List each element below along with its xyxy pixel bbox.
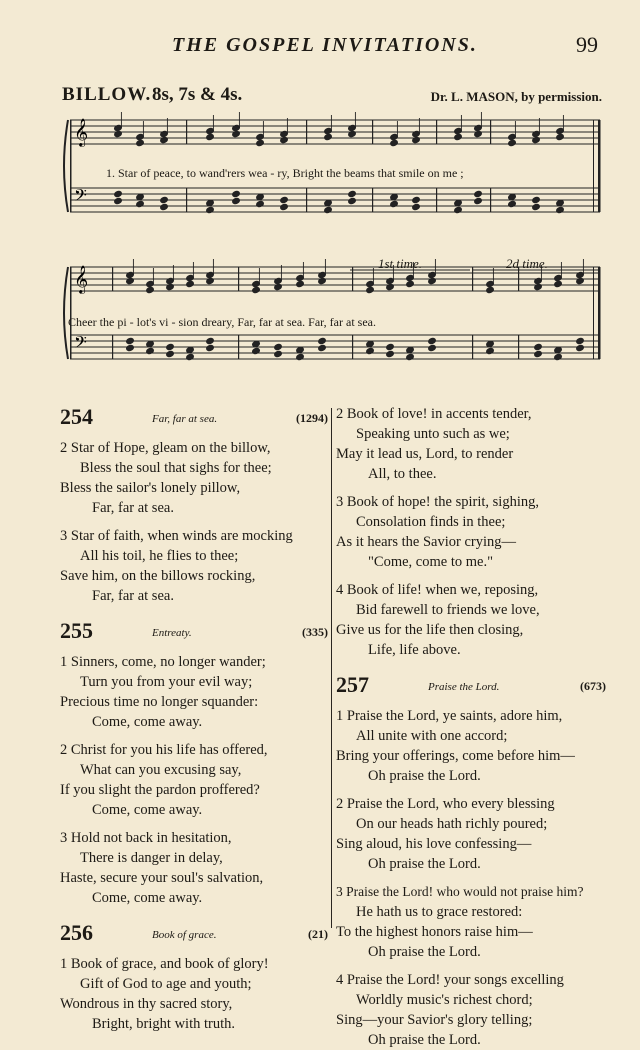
note <box>390 200 399 207</box>
verse-line: Turn you from your evil way; <box>80 674 253 690</box>
note <box>386 350 395 357</box>
verse-line: 3 Praise the Lord! who would not praise him? <box>336 884 584 899</box>
note <box>428 277 437 284</box>
verse-line: Come, come away. <box>92 890 203 906</box>
barline <box>238 267 239 291</box>
verse-line: 1 Book of grace, and book of glory! <box>60 956 269 972</box>
verse-line: Save him, on the billows rocking, <box>60 568 256 584</box>
barline <box>70 267 72 359</box>
verse-line: May it lead us, Lord, to render <box>336 446 514 462</box>
note <box>406 353 415 360</box>
lyric-line-2: Cheer the pi - lot's vi - sion dreary, Far, far at sea. Far, far at sea. <box>68 315 376 329</box>
note <box>318 277 327 284</box>
verse-line: Bright, bright with truth. <box>92 1016 235 1032</box>
bass-clef: 𝄢 <box>74 332 87 356</box>
barline <box>598 120 601 212</box>
note <box>412 196 421 203</box>
verse-line: 1 Sinners, come, no longer wander; <box>60 654 266 670</box>
verse-line: Bless the sailor's lonely pillow, <box>60 480 241 496</box>
note <box>206 133 215 140</box>
note <box>454 133 463 140</box>
stanza <box>60 652 328 732</box>
note <box>186 353 195 360</box>
verse-line: Far, far at sea. <box>92 588 174 604</box>
note <box>428 337 437 344</box>
barline <box>186 120 187 144</box>
verse-line: Come, come away. <box>92 802 203 818</box>
verse-line: Speaking unto such as we; <box>356 426 510 442</box>
hymn-256-continued <box>336 404 606 660</box>
verse-line: On our heads hath richly poured; <box>356 816 548 832</box>
verse-line: Oh praise the Lord. <box>368 768 481 784</box>
note <box>114 197 123 204</box>
note <box>296 280 305 287</box>
note <box>280 203 289 210</box>
hymn-heading <box>60 404 328 430</box>
hymn-number: 257 <box>336 672 369 697</box>
note <box>390 139 399 146</box>
verse-line: 4 Book of life! when we, reposing, <box>336 582 539 598</box>
stanza <box>60 828 328 908</box>
verse-line: All unite with one accord; <box>356 728 508 744</box>
note <box>206 277 215 284</box>
verse-line: There is danger in delay, <box>80 850 223 866</box>
verse-line: Sing aloud, his love confessing— <box>336 836 532 852</box>
note <box>114 190 123 197</box>
tune-meter: 8s, 7s & 4s. <box>152 84 243 105</box>
verse-line: Oh praise the Lord. <box>368 856 481 872</box>
verse-line: Gift of God to age and youth; <box>80 976 252 992</box>
barline <box>593 267 594 359</box>
note <box>556 133 565 140</box>
note <box>206 344 215 351</box>
barline <box>518 335 519 359</box>
hymn-255 <box>60 618 328 908</box>
verse-line: Bless the soul that sighs for thee; <box>80 460 272 476</box>
verse-line: Far, far at sea. <box>92 500 174 516</box>
note <box>166 343 175 350</box>
left-column <box>60 404 328 1034</box>
stanza <box>60 526 328 606</box>
note <box>274 343 283 350</box>
note <box>126 344 135 351</box>
note <box>160 203 169 210</box>
stanza <box>60 438 328 518</box>
note <box>274 283 283 290</box>
verse-line: Give us for the life then closing, <box>336 622 524 638</box>
barline <box>490 120 491 144</box>
note <box>386 343 395 350</box>
note <box>166 350 175 357</box>
tune-heading <box>62 84 602 108</box>
barline <box>186 188 187 212</box>
note <box>296 353 305 360</box>
verse-line: 2 Star of Hope, gleam on the billow, <box>60 440 271 456</box>
staff-brace <box>64 267 68 359</box>
hymn-reference: (335) <box>302 625 328 639</box>
running-title: THE GOSPEL INVITATIONS. <box>172 34 478 56</box>
hymn-257 <box>336 672 606 1050</box>
barline <box>112 267 113 291</box>
note <box>532 203 541 210</box>
note <box>256 139 265 146</box>
verse-line: 3 Star of faith, when winds are mocking <box>60 528 293 544</box>
verse-line: Bring your offerings, come before him— <box>336 748 575 764</box>
verse-line: Haste, secure your soul's salvation, <box>60 870 264 886</box>
note <box>532 196 541 203</box>
hymn-heading <box>336 672 606 698</box>
note <box>252 347 261 354</box>
note <box>366 286 375 293</box>
hymn-reference: (673) <box>580 679 606 693</box>
note <box>348 197 357 204</box>
note <box>136 200 145 207</box>
verse-line: 4 Praise the Lord! your songs excelling <box>336 972 564 988</box>
note <box>160 136 169 143</box>
verse-line: Consolation finds in thee; <box>356 514 506 530</box>
note <box>126 277 135 284</box>
note <box>146 286 155 293</box>
page-number: 99 <box>576 32 598 57</box>
verse-line: As it hears the Savior crying— <box>336 534 517 550</box>
note <box>136 139 145 146</box>
hymn-256 <box>60 920 328 1034</box>
verse-line: If you slight the pardon proffered? <box>60 782 260 798</box>
verse-line: What can you excusing say, <box>80 762 242 778</box>
barline <box>352 335 353 359</box>
barline <box>472 267 473 291</box>
hymn-reference: (21) <box>308 927 328 941</box>
treble-clef: 𝄞 <box>74 118 89 146</box>
note <box>406 280 415 287</box>
note <box>534 350 543 357</box>
second-ending-label: 2d time. <box>506 256 548 271</box>
verse-line: All his toil, he flies to thee; <box>80 548 239 564</box>
note <box>232 130 241 137</box>
stanza <box>60 740 328 820</box>
verse-line: "Come, come to me." <box>368 554 493 570</box>
verse-line: 3 Book of hope! the spirit, sighing, <box>336 494 539 510</box>
note <box>576 344 585 351</box>
barline <box>238 335 239 359</box>
note <box>114 130 123 137</box>
barline <box>436 120 437 144</box>
note <box>318 337 327 344</box>
note <box>324 133 333 140</box>
verse-line: He hath us to grace restored: <box>356 904 523 920</box>
tune-composer: Dr. L. MASON, by permission. <box>430 89 602 104</box>
note <box>576 277 585 284</box>
note <box>160 196 169 203</box>
barline <box>598 267 601 359</box>
note <box>280 136 289 143</box>
stanza <box>336 970 606 1050</box>
note <box>274 350 283 357</box>
verse-line: 2 Book of love! in accents tender, <box>336 406 532 422</box>
note <box>206 337 215 344</box>
note <box>186 280 195 287</box>
barline <box>306 120 307 144</box>
stanza <box>336 706 606 786</box>
note <box>366 347 375 354</box>
hymn-heading <box>60 920 328 946</box>
note <box>508 139 517 146</box>
hymn-number: 254 <box>60 404 93 429</box>
treble-clef: 𝄞 <box>74 265 89 293</box>
stanza <box>336 794 606 874</box>
hymn-subject: Far, far at sea. <box>152 413 218 425</box>
note <box>534 343 543 350</box>
right-column <box>336 404 606 1050</box>
stanza <box>336 492 606 572</box>
barline <box>112 335 113 359</box>
staff-brace <box>64 120 68 212</box>
column-divider <box>331 408 332 928</box>
note <box>534 283 543 290</box>
hymn-heading <box>60 618 328 644</box>
verse-line: All, to thee. <box>368 466 437 482</box>
note <box>556 206 565 213</box>
note <box>206 206 215 213</box>
verse-line: Worldly music's richest chord; <box>356 992 533 1008</box>
verse-line: 3 Hold not back in hesitation, <box>60 830 232 846</box>
note <box>386 283 395 290</box>
music-score <box>60 110 608 390</box>
bass-clef: 𝄢 <box>74 185 87 209</box>
note <box>252 286 261 293</box>
stanza <box>336 882 606 962</box>
verse-line: Oh praise the Lord. <box>368 1032 481 1048</box>
note <box>412 136 421 143</box>
note <box>348 190 357 197</box>
stanza <box>336 404 606 484</box>
note <box>232 190 241 197</box>
note <box>454 206 463 213</box>
verse-line: Come, come away. <box>92 714 203 730</box>
barline <box>352 267 353 291</box>
barline <box>372 188 373 212</box>
hymn-number: 256 <box>60 920 93 945</box>
note <box>474 130 483 137</box>
note <box>474 190 483 197</box>
note <box>474 197 483 204</box>
hymn-subject: Book of grace. <box>152 929 217 941</box>
hymn-subject: Praise the Lord. <box>428 681 500 693</box>
note <box>280 196 289 203</box>
note <box>532 136 541 143</box>
verse-line: Precious time no longer squander: <box>60 694 259 710</box>
note <box>166 283 175 290</box>
verse-line: To the highest honors raise him— <box>336 924 533 940</box>
verse-line: Bid farewell to friends we love, <box>356 602 540 618</box>
note <box>428 344 437 351</box>
verse-line: Wondrous in thy sacred story, <box>60 996 233 1012</box>
verse-line: Sing—your Savior's glory telling; <box>336 1012 533 1028</box>
hymn-number: 255 <box>60 618 93 643</box>
note <box>348 130 357 137</box>
note <box>146 347 155 354</box>
lyric-line-1: 1. Star of peace, to wand'rers wea - ry, Bright the beams that smile on me ; <box>106 166 464 180</box>
tune-name: BILLOW. <box>62 84 152 105</box>
hymn-reference: (1294) <box>296 411 328 425</box>
note <box>256 200 265 207</box>
note <box>554 353 563 360</box>
hymn-subject: Entreaty. <box>152 627 192 639</box>
verse-line: Oh praise the Lord. <box>368 944 481 960</box>
barline <box>436 188 437 212</box>
score-staves <box>60 110 608 390</box>
hymn-254 <box>60 404 328 606</box>
note <box>486 286 495 293</box>
note <box>508 200 517 207</box>
page-header <box>0 32 640 62</box>
note <box>232 197 241 204</box>
note <box>412 203 421 210</box>
verse-line: Life, life above. <box>368 642 461 658</box>
barline <box>306 188 307 212</box>
stanza <box>336 580 606 660</box>
verse-line: 2 Praise the Lord, who every blessing <box>336 796 555 812</box>
barline <box>70 120 72 212</box>
note <box>324 206 333 213</box>
note <box>554 280 563 287</box>
barline <box>472 335 473 359</box>
barline <box>593 120 594 212</box>
barline <box>490 188 491 212</box>
first-ending-label: 1st time. <box>378 256 423 271</box>
note <box>486 347 495 354</box>
barline <box>372 120 373 144</box>
verse-line: 2 Christ for you his life has offered, <box>60 742 268 758</box>
verse-line: 1 Praise the Lord, ye saints, adore him, <box>336 708 563 724</box>
note <box>318 344 327 351</box>
stanza <box>60 954 328 1034</box>
note <box>126 337 135 344</box>
note <box>576 337 585 344</box>
